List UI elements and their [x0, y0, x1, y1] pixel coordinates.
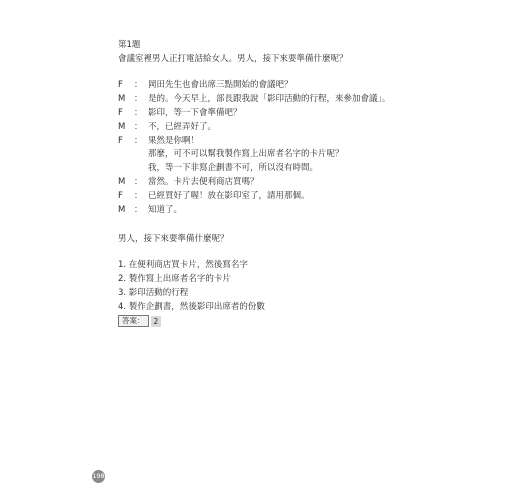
dialogue-line [118, 93, 418, 107]
answer-options [118, 259, 265, 315]
dialogue-text: 已經買好了喔！放在影印室了，請用那個。 [148, 191, 310, 202]
answer-value: 2 [151, 316, 162, 327]
question-number: 第1題 [118, 40, 141, 50]
speaker-label: F [118, 191, 123, 202]
colon: ： [134, 93, 143, 104]
answer-box [118, 315, 161, 327]
dialogue-line [118, 190, 418, 204]
dialogue-line [118, 107, 418, 121]
speaker-label: F [118, 80, 123, 90]
dialogue-text: 岡田先生也會出席三點開始的會議吧？ [148, 80, 293, 90]
colon: ： [134, 121, 143, 132]
dialogue-text: 當然。卡片去便利商店買嗎？ [148, 177, 259, 188]
question-prompt: 會議室裡男人正打電話給女人。男人，接下來要準備什麼呢？ [118, 54, 348, 64]
dialogue-text: 影印，等一下會準備吧？ [148, 107, 242, 118]
option-1: 1. 在便利商店買卡片，然後寫名字 [118, 260, 248, 270]
colon: ： [134, 191, 143, 202]
dialogue-text: 不，已經弄好了。 [148, 121, 217, 132]
speaker-label: F [118, 107, 123, 118]
speaker-label: M [118, 177, 126, 188]
colon: ： [134, 80, 143, 90]
speaker-label: M [118, 121, 126, 132]
colon: ： [134, 205, 143, 216]
speaker-label: M [118, 205, 126, 216]
dialogue-text: 我，等一下非寫企劃書不可，所以沒有時間。 [148, 163, 319, 174]
dialogue-line [118, 204, 418, 218]
dialogue-text: 那麼，可不可以幫我製作寫上出席者名字的卡片呢？ [148, 149, 344, 160]
dialogue-line-continuation [118, 148, 418, 162]
dialogue-line [118, 176, 418, 190]
answer-label: 答案： [118, 315, 149, 327]
final-question: 男人，接下來要準備什麼呢？ [118, 234, 229, 244]
speaker-label: M [118, 93, 126, 104]
dialogue-line [118, 135, 418, 149]
dialogue-line-continuation [118, 162, 418, 176]
page-number: 198 [92, 470, 105, 483]
colon: ： [134, 177, 143, 188]
option-3: 3. 影印活動的行程 [118, 287, 189, 298]
dialogue-text: 知道了。 [148, 205, 183, 216]
option-4: 4. 製作企劃書，然後影印出席者的份數 [118, 301, 265, 312]
dialogue [118, 79, 418, 218]
dialogue-text: 是的。今天早上，部長跟我說「影印活動的行程，來參加會議」。 [148, 93, 391, 104]
dialogue-line [118, 79, 418, 93]
colon: ： [134, 135, 143, 146]
dialogue-line [118, 121, 418, 135]
speaker-label: F [118, 135, 123, 146]
dialogue-text: 果然是你啊！ [148, 135, 200, 146]
option-2: 2. 製作寫上出席者名字的卡片 [118, 273, 231, 284]
colon: ： [134, 107, 143, 118]
